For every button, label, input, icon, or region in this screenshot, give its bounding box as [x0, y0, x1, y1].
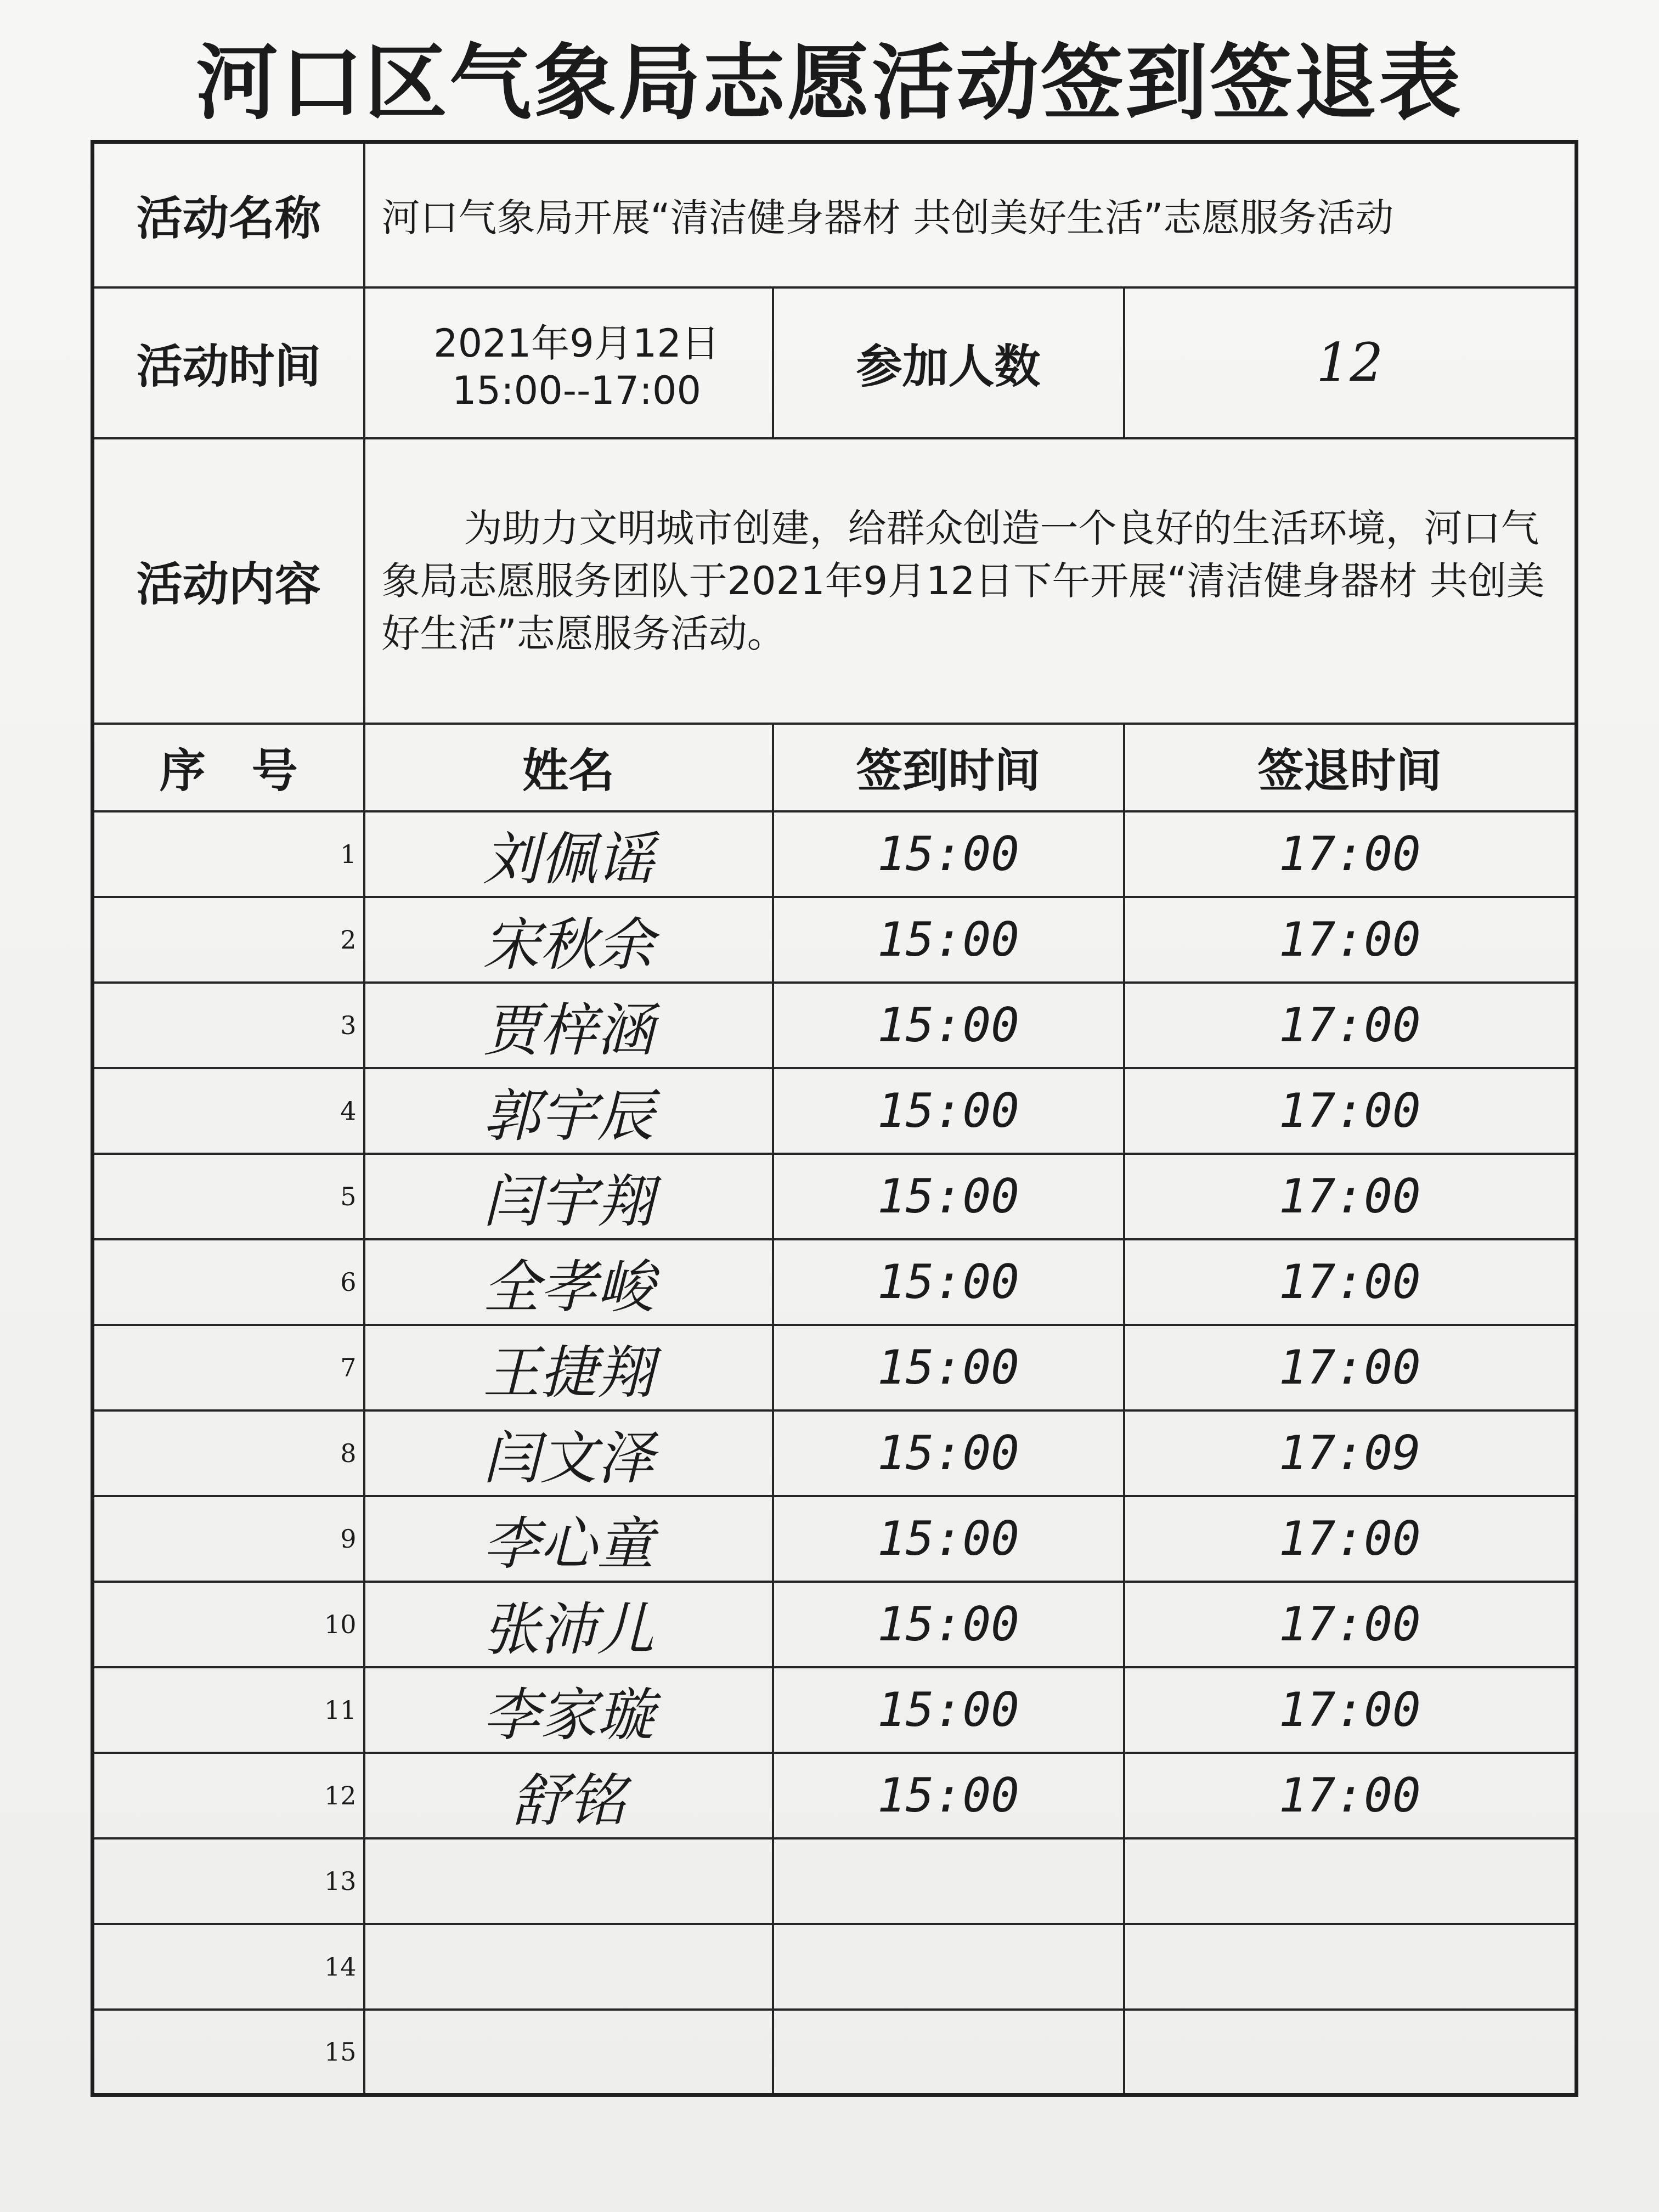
row-name: 李心童: [364, 1496, 773, 1582]
row-sign-in: 15:00: [773, 1325, 1124, 1410]
activity-time-value: [364, 287, 773, 438]
row-sign-out: 17:00: [1124, 1325, 1577, 1410]
activity-time-row: [93, 287, 1577, 438]
header-seq: 序 号: [93, 724, 364, 811]
row-sign-out: 17:00: [1124, 1154, 1577, 1239]
row-name: 郭宇辰: [364, 1068, 773, 1154]
table-row: [93, 1582, 1577, 1667]
row-name: [364, 2010, 773, 2095]
row-sign-out: 17:00: [1124, 897, 1577, 983]
row-name: [364, 1838, 773, 1924]
row-seq: 13: [93, 1838, 364, 1924]
row-name: 贾梓涵: [364, 983, 773, 1068]
row-seq: 7: [93, 1325, 364, 1410]
row-name: 宋秋余: [364, 897, 773, 983]
row-sign-out: 17:00: [1124, 1496, 1577, 1582]
row-name: 王捷翔: [364, 1325, 773, 1410]
row-sign-out: 17:00: [1124, 1753, 1577, 1838]
row-name: 闫文泽: [364, 1410, 773, 1496]
row-sign-out: 17:00: [1124, 1582, 1577, 1667]
row-seq: 14: [93, 1924, 364, 2010]
table-row: [93, 2010, 1577, 2095]
page-title: 河口区气象局志愿活动签到签退表: [195, 35, 1463, 131]
row-sign-in: [773, 2010, 1124, 2095]
activity-name-row: [93, 142, 1577, 287]
row-seq: 12: [93, 1753, 364, 1838]
row-seq: 3: [93, 983, 364, 1068]
row-sign-in: 15:00: [773, 1239, 1124, 1325]
row-sign-in: 15:00: [773, 1753, 1124, 1838]
row-seq: 10: [93, 1582, 364, 1667]
table-row: [93, 811, 1577, 897]
row-seq: 4: [93, 1068, 364, 1154]
row-seq: 1: [93, 811, 364, 897]
row-seq: 2: [93, 897, 364, 983]
participants-label: 参加人数: [773, 287, 1124, 438]
row-seq: 11: [93, 1667, 364, 1753]
row-name: 李家璇: [364, 1667, 773, 1753]
row-name: 全孝峻: [364, 1239, 773, 1325]
table-row: [93, 1410, 1577, 1496]
table-row: [93, 1753, 1577, 1838]
row-sign-out: 17:09: [1124, 1410, 1577, 1496]
table-row: [93, 897, 1577, 983]
row-name: 张沛儿: [364, 1582, 773, 1667]
header-sign-out: 签退时间: [1124, 724, 1577, 811]
activity-content-row: [93, 438, 1577, 724]
row-sign-in: 15:00: [773, 1410, 1124, 1496]
activity-date: 2021年9月12日: [433, 320, 720, 366]
table-row: [93, 1496, 1577, 1582]
row-seq: 9: [93, 1496, 364, 1582]
table-row: [93, 1325, 1577, 1410]
sign-in-form: [91, 140, 1578, 2097]
row-sign-in: [773, 1924, 1124, 2010]
row-sign-out: [1124, 1838, 1577, 1924]
row-sign-out: 17:00: [1124, 1239, 1577, 1325]
row-sign-out: [1124, 1924, 1577, 2010]
header-name: 姓名: [364, 724, 773, 811]
row-sign-out: 17:00: [1124, 811, 1577, 897]
row-sign-out: 17:00: [1124, 1068, 1577, 1154]
row-sign-in: 15:00: [773, 1582, 1124, 1667]
row-sign-in: 15:00: [773, 983, 1124, 1068]
header-sign-in: 签到时间: [773, 724, 1124, 811]
row-sign-in: 15:00: [773, 1154, 1124, 1239]
row-sign-in: 15:00: [773, 1496, 1124, 1582]
table-header-row: [93, 724, 1577, 811]
table-row: [93, 1068, 1577, 1154]
row-sign-out: 17:00: [1124, 983, 1577, 1068]
table-row: [93, 1239, 1577, 1325]
activity-content-label: 活动内容: [93, 438, 364, 724]
table-row: [93, 1667, 1577, 1753]
row-sign-in: 15:00: [773, 897, 1124, 983]
activity-content-text: 为助力文明城市创建，给群众创造一个良好的生活环境，河口气象局志愿服务团队于2021年9月12日下午开展“清洁健身器材 共创美好生活”志愿服务活动。: [364, 438, 1577, 724]
row-name: 舒铭: [364, 1753, 773, 1838]
row-seq: 6: [93, 1239, 364, 1325]
row-sign-out: [1124, 2010, 1577, 2095]
activity-name-value: 河口气象局开展“清洁健身器材 共创美好生活”志愿服务活动: [364, 142, 1577, 287]
activity-name-label: 活动名称: [93, 142, 364, 287]
row-sign-in: 15:00: [773, 811, 1124, 897]
row-seq: 8: [93, 1410, 364, 1496]
row-seq: 5: [93, 1154, 364, 1239]
row-name: 闫宇翔: [364, 1154, 773, 1239]
row-name: [364, 1924, 773, 2010]
row-sign-in: 15:00: [773, 1068, 1124, 1154]
table-row: [93, 1924, 1577, 2010]
table-row: [93, 1154, 1577, 1239]
row-name: 刘佩谣: [364, 811, 773, 897]
table-row: [93, 983, 1577, 1068]
row-sign-out: 17:00: [1124, 1667, 1577, 1753]
table-row: [93, 1838, 1577, 1924]
row-sign-in: [773, 1838, 1124, 1924]
participant-count: 12: [1124, 287, 1577, 438]
activity-time-label: 活动时间: [93, 287, 364, 438]
row-sign-in: 15:00: [773, 1667, 1124, 1753]
activity-time-range: 15:00--17:00: [452, 368, 701, 413]
row-seq: 15: [93, 2010, 364, 2095]
